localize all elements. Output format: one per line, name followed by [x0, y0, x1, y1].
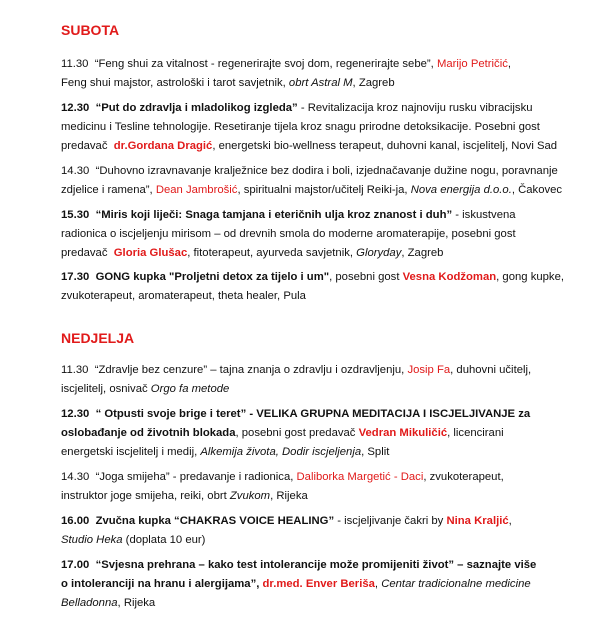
sunday-entry-3	[61, 468, 581, 506]
entry-text: - iscjeljivanje čakri by	[334, 515, 444, 527]
organization-name: Centar tradicionalne medicine	[381, 578, 531, 590]
organization-name: obrt Astral M	[288, 77, 353, 89]
entry-text: , fitoterapeut, ayurveda savjetnik,	[187, 247, 354, 259]
entry-time: 14.30	[61, 165, 90, 177]
entry-time: 11.30	[61, 58, 89, 70]
entry-text: , zvukoterapeut,	[423, 471, 504, 483]
entry-text: , gong kupke,	[496, 271, 564, 283]
entry-text: - iskustvena	[452, 209, 516, 221]
entry-text: , spiritualni majstor/učitelj Reiki-ja,	[237, 184, 408, 196]
entry-text: - Revitalizacija kroz najnoviju rusku vibracijsku	[297, 102, 533, 114]
organization-name: Nova energija d.o.o.	[410, 184, 512, 196]
entry-city: , Rijeka	[117, 597, 156, 609]
entry-text: (doplata 10 eur)	[122, 534, 206, 546]
entry-text: radionica o iscjeljenju mirisom – od drevnih smola do moderne aromaterapije, posebni gost	[61, 228, 516, 240]
entry-title: “Zdravlje bez cenzure”	[94, 364, 208, 376]
entry-text: ,	[508, 515, 512, 527]
entry-title: GONG kupka "Proljetni detox za tijelo i um"	[95, 271, 330, 283]
entry-text: - predavanje i radionica,	[169, 471, 294, 483]
entry-text: , energetski bio-wellness terapeut, duhovni kanal, iscjelitelj, Novi Sad	[212, 140, 558, 152]
saturday-entry-5	[61, 268, 581, 306]
entry-text: , licencirani	[447, 427, 504, 439]
entry-title: “Put do zdravlja i mladolikog izgleda”	[95, 102, 298, 114]
sunday-heading: NEDJELJA	[61, 330, 135, 346]
organization-name: Orgo fa metode	[150, 383, 230, 395]
entry-time: 12.30	[61, 102, 90, 114]
entry-time: 14.30	[61, 471, 90, 483]
entry-city: , Split	[361, 446, 390, 458]
organization-name: Studio Heka	[61, 534, 123, 546]
entry-time: 17.00	[61, 559, 90, 571]
speaker-name: dr.med. Enver Beriša	[262, 578, 375, 590]
entry-text: – tajna znanja o zdravlju i ozdravljenju,	[207, 364, 405, 376]
speaker-name: dr.Gordana Dragić	[113, 140, 213, 152]
entry-text: ,	[507, 58, 512, 70]
entry-text: Feng shui majstor, astrološki i tarot savjetnik,	[61, 77, 286, 89]
speaker-name: Daliborka Margetić - Daci	[296, 471, 424, 483]
sunday-entry-2	[61, 405, 581, 462]
organization-name: Belladonna	[61, 597, 118, 609]
entry-text: iscjelitelj, osnivač	[61, 383, 148, 395]
entry-title: o intoleranciji na hranu i alergijama”,	[61, 578, 260, 590]
entry-title: oslobađanje od životnih blokada	[61, 427, 236, 439]
sunday-entry-5	[61, 556, 581, 613]
entry-text: predavač	[61, 247, 108, 259]
entry-text: predavač	[61, 140, 108, 152]
entry-title: “ Otpusti svoje brige i teret” - VELIKA GRUPNA MEDITACIJA I ISCJELJIVANJE za	[95, 408, 531, 420]
entry-title: Zvučna kupka “CHAKRAS VOICE HEALING”	[95, 515, 335, 527]
sunday-entry-4	[61, 512, 581, 550]
entry-time: 15.30	[61, 209, 90, 221]
entry-title: zdjelice i ramena”,	[61, 184, 153, 196]
speaker-name: Gloria Glušac	[113, 247, 188, 259]
entry-text: instruktor joge smijeha, reiki, obrt	[61, 490, 227, 502]
entry-city: , Rijeka	[270, 490, 308, 502]
speaker-name: Josip Fa	[407, 364, 451, 376]
speaker-name: Nina Kraljić	[446, 515, 509, 527]
entry-text: medicinu i Tesline tehnologije. Resetiranje tijela kroz snagu prirodne detoksikacije. Posebni gost	[61, 121, 540, 133]
entry-time: 17.30	[61, 271, 90, 283]
entry-text: , posebni gost	[329, 271, 400, 283]
entry-title: “Duhovno izravnavanje kralježnice bez dodira i boli, izjednačavanje dužine nogu, poravnanje	[95, 165, 558, 177]
entry-city: , Čakovec	[511, 184, 563, 196]
saturday-entry-4	[61, 206, 581, 263]
entry-title: “Miris koji liječi: Snaga tamjana i eteričnih ulja kroz znanost i duh”	[95, 209, 453, 221]
speaker-name: Marijo Petričić	[436, 58, 508, 70]
entry-text: energetski iscjelitelj i medij,	[61, 446, 198, 458]
speaker-name: Vesna Kodžoman	[402, 271, 497, 283]
entry-text: ,	[374, 578, 379, 590]
entry-text: , posebni gost predavač	[235, 427, 356, 439]
entry-title: “Joga smijeha”	[95, 471, 170, 483]
entry-time: 11.30	[61, 364, 89, 376]
entry-title: “Svjesna prehrana – kako test intolerancije može promijeniti život” – saznajte više	[95, 559, 537, 571]
organization-name: Gloryday	[356, 247, 402, 259]
organization-name: Alkemija života, Dodir iscjeljenja	[200, 446, 362, 458]
entry-time: 16.00	[61, 515, 90, 527]
entry-text: , duhovni učitelj,	[450, 364, 532, 376]
saturday-heading: SUBOTA	[61, 22, 120, 38]
speaker-name: Vedran Mikuličić	[358, 427, 448, 439]
sunday-entry-1	[61, 361, 581, 399]
entry-city: , Zagreb	[401, 247, 444, 259]
entry-time: 12.30	[61, 408, 90, 420]
saturday-entry-3	[61, 162, 581, 200]
organization-name: Zvukom	[229, 490, 271, 502]
saturday-entry-1	[61, 55, 581, 93]
saturday-entry-2	[61, 99, 581, 156]
entry-text: zvukoterapeut, aromaterapeut, theta healer, Pula	[61, 290, 306, 302]
entry-title: “Feng shui za vitalnost - regenerirajte svoj dom, regenerirajte sebe”,	[94, 58, 434, 70]
entry-city: , Zagreb	[352, 77, 395, 89]
speaker-name: Dean Jambrošić	[155, 184, 238, 196]
